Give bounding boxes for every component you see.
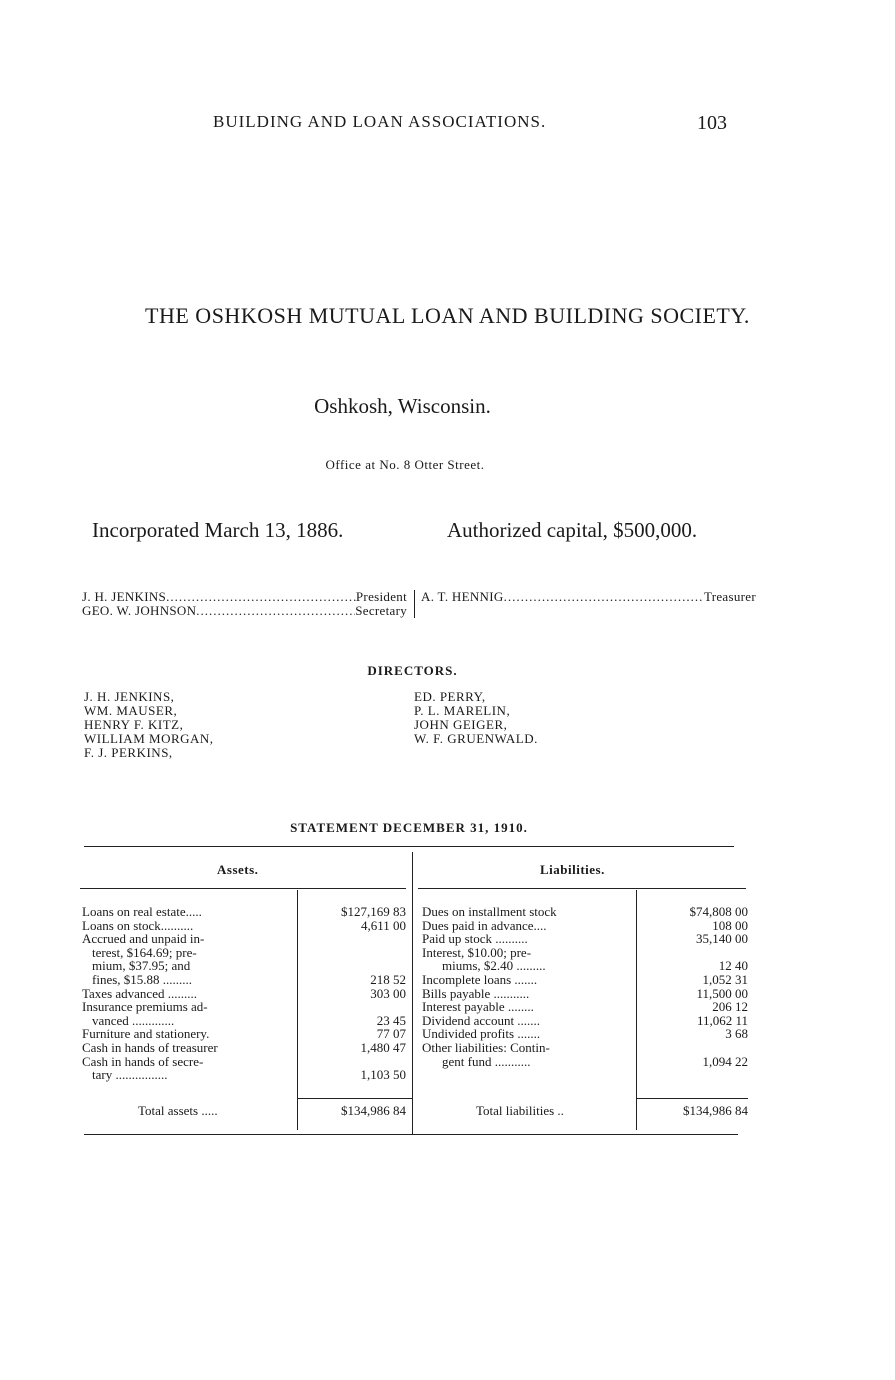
liability-item: Incomplete loans ....... [422,971,538,987]
president-name: J. H. JENKINS [82,590,167,604]
liability-item: Interest payable ........ [422,999,534,1015]
total-liabilities-label: Total liabilities .. [476,1103,564,1118]
asset-amount: 77 07 [376,1026,406,1042]
treasurer-name: A. T. HENNIG [421,590,504,604]
center-divider [412,852,413,1134]
asset-item: fines, $15.88 ......... [92,971,193,987]
liability-amount: 206 12 [712,999,748,1015]
officer-president [82,590,407,604]
treasurer-title: Treasurer [703,590,756,604]
asset-item: vanced ............. [92,1012,175,1028]
liabilities-amounts [640,905,748,1068]
directors-heading: DIRECTORS. [367,663,458,678]
asset-amount: 218 52 [370,971,406,987]
director-name: WM. MAUSER, [84,703,178,718]
asset-item: Insurance premiums ad- [82,999,208,1015]
director-name: JOHN GEIGER, [414,717,508,732]
assets-amount-divider [297,890,298,1130]
liabilities-total-rule [636,1098,748,1099]
assets-labels [82,905,292,1082]
society-title: THE OSHKOSH MUTUAL LOAN AND BUILDING SOCIETY. [145,303,750,328]
asset-item: Furniture and stationery. [82,1026,210,1042]
statement-heading: STATEMENT DECEMBER 31, 1910. [290,820,528,835]
liability-amount: $74,808 00 [689,904,748,919]
asset-amount: 1,103 50 [360,1067,406,1083]
asset-item: terest, $164.69; pre- [92,944,197,960]
assets-amounts [300,905,406,1082]
table-top-rule [84,846,734,847]
asset-item: Loans on real estate..... [82,904,202,919]
officer-secretary [82,604,407,618]
liability-amount: 11,062 11 [696,1012,748,1028]
liability-item: Dividend account ....... [422,1012,541,1028]
director-name: HENRY F. KITZ, [84,717,184,732]
director-name: W. F. GRUENWALD. [414,731,538,746]
asset-item: Cash in hands of secre- [82,1053,204,1069]
liability-amount: 1,052 31 [702,971,748,987]
liabilities-head-rule [418,888,746,889]
incorporation-date: Incorporated March 13, 1886. [92,518,344,542]
table-bottom-rule [84,1134,738,1135]
liability-amount: 12 40 [718,958,748,974]
total-assets-amount: $134,986 84 [341,1103,406,1118]
liability-amount: 3 68 [725,1026,748,1042]
asset-item: Loans on stock.......... [82,917,194,933]
liability-item: Paid up stock .......... [422,931,528,947]
secretary-title: Secretary [355,604,407,618]
president-title: President [355,590,407,604]
asset-item: Accrued and unpaid in- [82,931,205,947]
director-name: F. J. PERKINS, [84,745,173,760]
liability-item: Dues on installment stock [422,904,557,919]
liability-amount: 35,140 00 [696,931,748,947]
asset-item: tary ................ [92,1067,168,1083]
asset-amount: 4,611 00 [360,917,406,933]
liability-amount: 1,094 22 [702,1053,748,1069]
asset-item: Taxes advanced ......... [82,985,197,1001]
total-assets-label: Total assets ..... [138,1103,218,1118]
asset-item: Cash in hands of treasurer [82,1039,218,1055]
assets-heading: Assets. [217,862,259,877]
liabilities-amount-divider [636,890,637,1130]
page-number: 103 [697,112,727,134]
director-name: P. L. MARELIN, [414,703,511,718]
asset-amount: $127,169 83 [341,904,406,919]
liability-item: Other liabilities: Contin- [422,1039,550,1055]
director-name: J. H. JENKINS, [84,689,175,704]
authorized-capital: Authorized capital, $500,000. [447,518,698,542]
director-name: WILLIAM MORGAN, [84,731,214,746]
liability-item: miums, $2.40 ......... [442,958,546,974]
liability-item: Bills payable ........... [422,985,530,1001]
liability-amount: 108 00 [712,917,748,933]
asset-item: mium, $37.95; and [92,958,191,974]
liability-amount: 11,500 00 [696,985,748,1001]
society-city: Oshkosh, Wisconsin. [314,394,491,418]
liabilities-heading: Liabilities. [540,862,605,877]
assets-head-rule [80,888,406,889]
directors-left-column [84,690,214,760]
officer-treasurer [421,590,756,604]
liability-item: Dues paid in advance.... [422,917,547,933]
total-liabilities-amount: $134,986 84 [683,1103,748,1118]
directors-right-column [414,690,538,746]
asset-amount: 23 45 [376,1012,406,1028]
secretary-name: GEO. W. JOHNSON [82,604,197,618]
running-title: BUILDING AND LOAN ASSOCIATIONS. [213,112,547,131]
asset-amount: 303 00 [370,985,406,1001]
liability-item: Undivided profits ....... [422,1026,541,1042]
liability-item: Interest, $10.00; pre- [422,944,532,960]
asset-amount: 1,480 47 [360,1039,406,1055]
director-name: ED. PERRY, [414,689,486,704]
office-address: Office at No. 8 Otter Street. [325,457,485,472]
assets-total-rule [298,1098,412,1099]
liabilities-labels [422,905,634,1068]
liability-item: gent fund ........... [442,1053,531,1069]
